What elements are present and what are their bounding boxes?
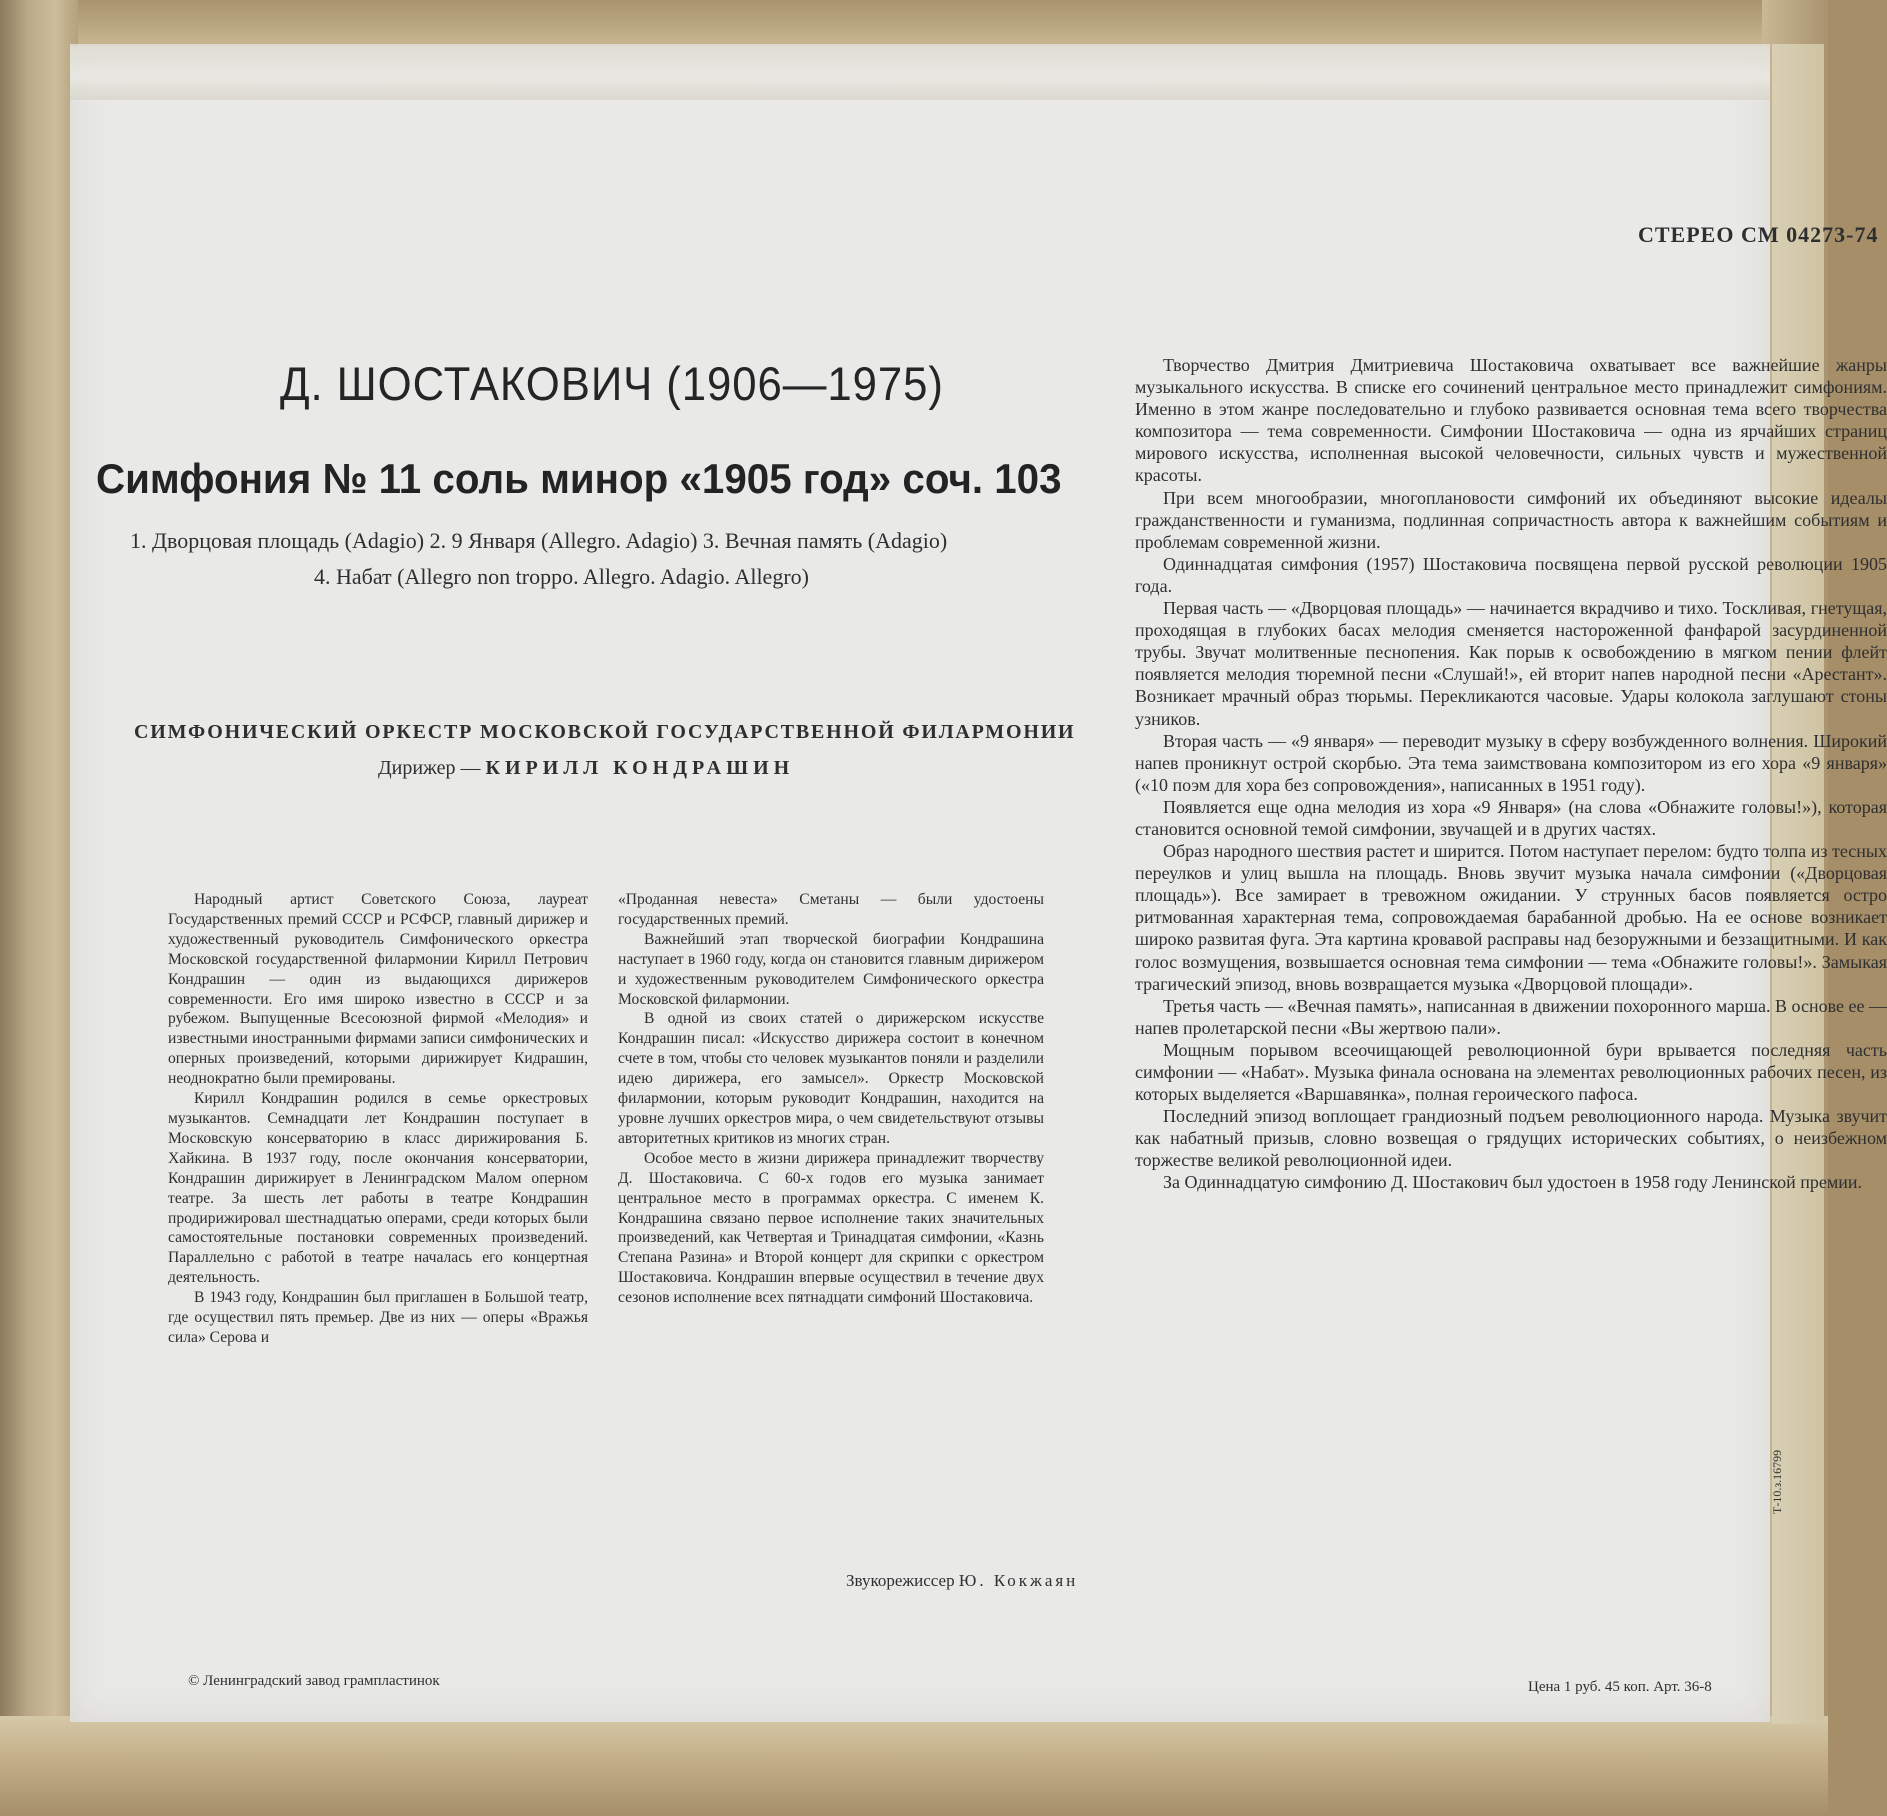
notes-paragraph: Вторая часть — «9 января» — переводит музыку в сферу возбужденного волнения. Широкий напев проникнут острой скорбью. Эта тема заимствована композитором из его хора «9 января» («10 поэм для хора без сопровождения», написанных в 1951 году). (1135, 730, 1887, 795)
bio-paragraph: Народный артист Советского Союза, лауреат Государственных премий СССР и РСФСР, главный дирижер и художественный руководитель Симфонического оркестра Московской государственной филармонии Кирилл Петрович Кондрашин — один из выдающихся дирижеров современности. Его имя широко известно в СССР и за рубежом. Выпущенные Всесоюзной фирмой «Мелодия» и известными иностранными фирмами записи симфонических и оперных произведений, которыми дирижирует Кидрашин, неоднократно были премированы. (168, 891, 588, 1088)
work-title: Симфония № 11 соль минор «1905 год» соч. 103 (96, 455, 1062, 502)
catalog-number: СТЕРЕО СМ 04273-74 (1638, 222, 1879, 247)
conductor-label: Дирижер — (378, 757, 486, 779)
print-code: Т-10.з.16799 (1770, 1449, 1784, 1514)
engineer-label: Звукорежиссер (846, 1571, 959, 1590)
movements-line-1: 1. Дворцовая площадь (Adagio) 2. 9 Января (Allegro. Adagio) 3. Вечная память (Adagio) (130, 528, 948, 553)
movements-line-2: 4. Набат (Allegro non troppo. Allegro. Adagio. Allegro) (314, 564, 809, 589)
notes-paragraph: Появляется еще одна мелодия из хора «9 Января» (на слова «Обнажите головы!»), которая становится основной темой симфонии, звучащей и в других частях. (1135, 796, 1887, 839)
conductor-name: КИРИЛЛ КОНДРАШИН (485, 757, 795, 779)
notes-paragraph: Одиннадцатая симфония (1957) Шостаковича посвящена первой русской революции 1905 года. (1135, 553, 1887, 596)
notes-paragraph: Мощным порывом всеочищающей революционной бури врывается последняя часть симфонии — «Набат». Музыка финала основана на элементах революционных рабочих песен, из которых выделяется «Варшавянка», полная героического пафоса. (1135, 1039, 1887, 1105)
bio-paragraph: В одной из своих статей о дирижерском искусстве Кондрашин писал: «Искусство дирижера состоит в конечном счете в том, чтобы сто человек музыкантов поняли и разделили идею дирижера, его замысел». Оркестр Московской филармонии, которым руководит Кондрашин, находится на уровне лучших оркестров мира, о чем свидетельствуют отзывы авторитетных критиков из многих стран. (618, 1010, 1044, 1147)
composer-heading: Д. ШОСТАКОВИЧ (1906—1975) (280, 357, 944, 410)
notes-paragraph: Последний эпизод воплощает грандиозный подъем революционного народа. Музыка звучит как набатный призыв, словно возвещая о грядущих исторических событиях, о неизбежном торжестве великой революционной идеи. (1135, 1106, 1887, 1171)
notes-paragraph: При всем многообразии, многоплановости симфоний их объединяют высокие идеалы гражданственности и гуманизма, подлинная сопричастность автора к важнейшим событиям и проблемам современной жизни. (1135, 487, 1887, 552)
tape-strip-top (70, 44, 1770, 100)
notes-paragraph: Первая часть — «Дворцовая площадь» — начинается вкрадчиво и тихо. Тоскливая, гнетущая, проходящая в глубоких басах мелодия сменяется настороженной фанфарой засурдиненной трубы. Звучат молитвенные песнопения. Как порыв к освобождению в мягком пении флейт появляется мелодия тюремной песни «Слушай!», ей вторит напев народной песни «Арестант». Возникает мрачный образ тюрьмы. Перекликаются часовые. Удары колокола заглушают стоны узников. (1135, 598, 1887, 729)
bio-paragraph: Важнейший этап творческой биографии Кондрашина наступает в 1960 году, когда он становится главным дирижером и художественным руководителем Симфонического оркестра Московской филармонии. (618, 930, 1044, 1008)
bio-paragraph: Кирилл Кондрашин родился в семье оркестровых музыкантов. Семнадцати лет Кондрашин поступает в Московскую консерваторию в класс дирижирования Б. Хайкина. В 1937 году, после окончания консерватории, Кондрашин дирижирует в Ленинградском Малом оперном театре. За шесть лет работы в театре Кондрашин продирижировал шестнадцатью операми, среди которых были самостоятельные постановки современных произведений. Параллельно с работой в театре началась его концертная деятельность. (168, 1090, 588, 1287)
notes-paragraph: Третья часть — «Вечная память», написанная в движении похоронного марша. В основе ее — напев пролетарской песни «Вы жертвою пали». (1135, 995, 1887, 1038)
conductor-line (378, 757, 794, 780)
sleeve-edge-left (0, 0, 78, 1816)
sleeve-edge-bottom (0, 1716, 1828, 1816)
publisher-credit: © Ленинградский завод грампластинок (188, 1673, 440, 1689)
bio-paragraph: В 1943 году, Кондрашин был приглашен в Большой театр, где осуществил пять премьер. Две из них — оперы «Вражья сила» Серова и (168, 1289, 588, 1346)
bio-paragraph: «Проданная невеста» Сметаны — были удостоены государственных премий. (618, 891, 1044, 928)
notes-paragraph: За Одиннадцатую симфонию Д. Шостакович был удостоен в 1958 году Ленинской премии. (1163, 1172, 1863, 1193)
bio-column-left (168, 890, 588, 1348)
notes-paragraph: Творчество Дмитрия Дмитриевича Шостаковича охватывает все важнейшие жанры музыкального искусства. В списке его сочинений центральное место принадлежит симфониям. Именно в этом жанре последовательно и глубоко развивается основная тема всего творчества композитора — тема современности. Симфонии Шостаковича — одна из ярчайших страниц мирового искусства, исполненная высокой человечности, сильных чувств и мужественной красоты. (1135, 355, 1887, 486)
paper-sheet (70, 46, 1887, 1722)
bio-paragraph: Особое место в жизни дирижера принадлежит творчеству Д. Шостаковича. С 60-х годов его музыка занимает центральное место в программах оркестра. С именем К. Кондрашина связано первое исполнение таких значительных произведений, как Четвертая и Тринадцатая симфонии, «Казнь Степана Разина» и Второй концерт для скрипки с оркестром Шостаковича. Кондрашин впервые осуществил в течение двух сезонов исполнение всех пятнадцати симфоний Шостаковича. (618, 1149, 1044, 1307)
sleeve-edge-top (0, 0, 1828, 46)
engineer-name: Ю. Кокжаян (958, 1571, 1079, 1590)
orchestra-name: СИМФОНИЧЕСКИЙ ОРКЕСТР МОСКОВСКОЙ ГОСУДАРСТВЕННОЙ ФИЛАРМОНИИ (134, 721, 1076, 743)
sound-engineer-credit (846, 1571, 1078, 1591)
bio-column-middle (618, 890, 1044, 1308)
price-label: Цена 1 руб. 45 коп. Арт. 36-8 (1528, 1679, 1712, 1695)
liner-notes-column (1135, 354, 1887, 1194)
notes-paragraph: Образ народного шествия растет и ширится. Потом наступает перелом: будто толпа из тесных переулков и улиц вышла на площадь. Вновь звучит музыка начала симфонии («Дворцовая площадь»). Все замирает в тревожном ожидании. У струнных басов появляется остро ритмованная характерная тема, сопровождаемая барабанной дробью. На ее основе возникает широко развитая фуга. Эта картина кровавой расправы над безоружными и беззащитными. И как голос возмущения, возвышается основная тема симфонии — тема «Обнажите головы!». Замыкая трагический эпизод, вновь возвращается музыка «Дворцовой площади». (1135, 841, 1887, 994)
